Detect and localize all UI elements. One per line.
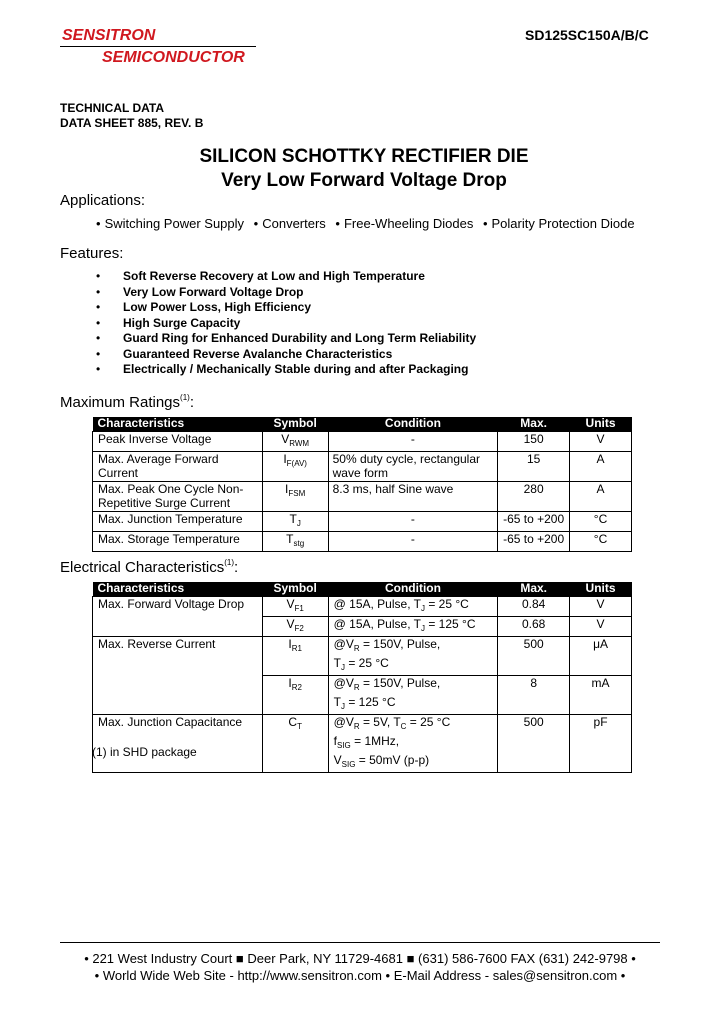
cell-max: 0.68 (498, 616, 570, 636)
company-name-line1: SENSITRON (62, 27, 156, 44)
page-subtitle: Very Low Forward Voltage Drop (221, 170, 507, 191)
cell-characteristic: Max. Junction Capacitance (93, 714, 263, 772)
cell-characteristic: Max. Junction Temperature (93, 511, 263, 531)
column-header: Symbol (262, 417, 328, 431)
cell-units: V (570, 431, 632, 451)
cell-condition: - (328, 531, 498, 551)
feature-item: • Low Power Loss, High Efficiency (96, 300, 312, 314)
cell-symbol: $I_{R2}$ (262, 675, 328, 714)
cell-units: mA (570, 675, 632, 714)
cell-symbol: $V_{F1}$ (262, 596, 328, 616)
table-row (93, 636, 632, 675)
cell-symbol: $I_{FSM}$ (262, 481, 328, 511)
table-header-row (93, 417, 632, 431)
cell-units: V (570, 616, 632, 636)
max-ratings-table (92, 417, 632, 552)
table-header-row (93, 582, 632, 596)
feature-item: • Electrically / Mechanically Stable during and after Packaging (96, 362, 469, 376)
cell-units: μA (570, 636, 632, 675)
cell-max: 150 (498, 431, 570, 451)
company-logo (60, 27, 260, 67)
column-header: Units (570, 417, 632, 431)
cell-condition: @ 15A, Pulse, $T_J = 125$ °C (328, 616, 498, 636)
table-row (93, 531, 632, 551)
cell-characteristic: Max. Average Forward Current (93, 451, 263, 481)
table-row (93, 431, 632, 451)
column-header: Condition (328, 417, 498, 431)
application-item: • Free-Wheeling Diodes (335, 216, 474, 231)
features-list (96, 269, 476, 378)
applications-list (96, 216, 635, 231)
cell-max: 15 (498, 451, 570, 481)
cell-condition: 8.3 ms, half Sine wave (328, 481, 498, 511)
table-row (93, 511, 632, 531)
electrical-table (92, 582, 632, 773)
document-info (60, 101, 203, 131)
cell-units: V (570, 596, 632, 616)
cell-max: 0.84 (498, 596, 570, 616)
column-header: Symbol (262, 582, 328, 596)
cell-units: A (570, 481, 632, 511)
feature-item: • Guaranteed Reverse Avalanche Characteristics (96, 346, 393, 361)
cell-characteristic: Max. Peak One Cycle Non-Repetitive Surge Current (93, 481, 263, 511)
cell-condition: $@V_R = 150V$, Pulse, $T_J = 25$ °C (328, 636, 498, 675)
table-row (93, 481, 632, 511)
cell-symbol: $C_T$ (262, 714, 328, 772)
part-number: SD125SC150A/B/C (525, 27, 649, 43)
column-header: Units (570, 582, 632, 596)
cell-max: 500 (498, 636, 570, 675)
features-heading: Features: (60, 245, 124, 262)
column-header: Characteristics (93, 582, 263, 596)
cell-condition: - (328, 511, 498, 531)
electrical-heading: Electrical Characteristics$^{(1)}$: (60, 558, 239, 576)
column-header: Max. (498, 582, 570, 596)
page-title: SILICON SCHOTTKY RECTIFIER DIE (199, 146, 529, 167)
footer-divider (60, 942, 660, 943)
cell-symbol: $V_{RWM}$ (262, 431, 328, 451)
application-item: • Converters (253, 216, 326, 231)
feature-item: • Guard Ring for Enhanced Durability and Long Term Reliability (96, 331, 477, 345)
feature-item: • High Surge Capacity (96, 315, 241, 330)
footer-address: • 221 West Industry Court ■ Deer Park, NY 11729-4681 ■ (631) 586-7600 FAX (631) 242-9798 • (84, 951, 636, 966)
company-name-line2: SEMICONDUCTOR (102, 49, 245, 66)
cell-condition: $@V_R = 5V$, $T_C = 25$ °C $f_{SIG} = 1MHz$, $V_{SIG} = 50mV$ (p-p) (328, 714, 498, 772)
cell-max: 500 (498, 714, 570, 772)
cell-symbol: $T_J$ (262, 511, 328, 531)
technical-data-label: TECHNICAL DATA (60, 101, 164, 115)
cell-max: 8 (498, 675, 570, 714)
column-header: Condition (328, 582, 498, 596)
application-item: • Polarity Protection Diode (482, 216, 635, 231)
feature-item: • Soft Reverse Recovery at Low and High Temperature (96, 269, 425, 283)
table-row (93, 714, 632, 772)
applications-heading: Applications: (60, 192, 146, 209)
cell-units: °C (570, 511, 632, 531)
table-row (93, 451, 632, 481)
cell-characteristic: Max. Storage Temperature (93, 531, 263, 551)
table-row (93, 596, 632, 616)
column-header: Max. (498, 417, 570, 431)
footer-contact: • World Wide Web Site - http://www.sensitron.com • E-Mail Address - sales@sensitron.com • (94, 968, 626, 983)
application-item: • Switching Power Supply (96, 216, 245, 231)
data-sheet-label: DATA SHEET 885, REV. B (60, 116, 204, 130)
cell-units: °C (570, 531, 632, 551)
cell-symbol: $V_{F2}$ (262, 616, 328, 636)
cell-condition: $@V_R = 150V$, Pulse, $T_J = 125$ °C (328, 675, 498, 714)
cell-characteristic: Max. Forward Voltage Drop (93, 596, 263, 636)
cell-units: pF (570, 714, 632, 772)
logo-divider (60, 46, 256, 47)
footnote: (1) in SHD package (92, 745, 197, 759)
cell-max: -65 to +200 (498, 531, 570, 551)
cell-symbol: $I_{F(AV)}$ (262, 451, 328, 481)
cell-condition: - (328, 431, 498, 451)
cell-condition: 50% duty cycle, rectangular wave form (328, 451, 498, 481)
cell-units: A (570, 451, 632, 481)
cell-characteristic: Peak Inverse Voltage (93, 431, 263, 451)
cell-condition: @ 15A, Pulse, $T_J = 25$ °C (328, 596, 498, 616)
cell-symbol: $I_{R1}$ (262, 636, 328, 675)
cell-characteristic: Max. Reverse Current (93, 636, 263, 714)
cell-max: -65 to +200 (498, 511, 570, 531)
max-ratings-heading: Maximum Ratings$^{(1)}$: (60, 393, 194, 411)
cell-symbol: $T_{stg}$ (262, 531, 328, 551)
feature-item: • Very Low Forward Voltage Drop (96, 284, 304, 299)
cell-max: 280 (498, 481, 570, 511)
column-header: Characteristics (93, 417, 263, 431)
